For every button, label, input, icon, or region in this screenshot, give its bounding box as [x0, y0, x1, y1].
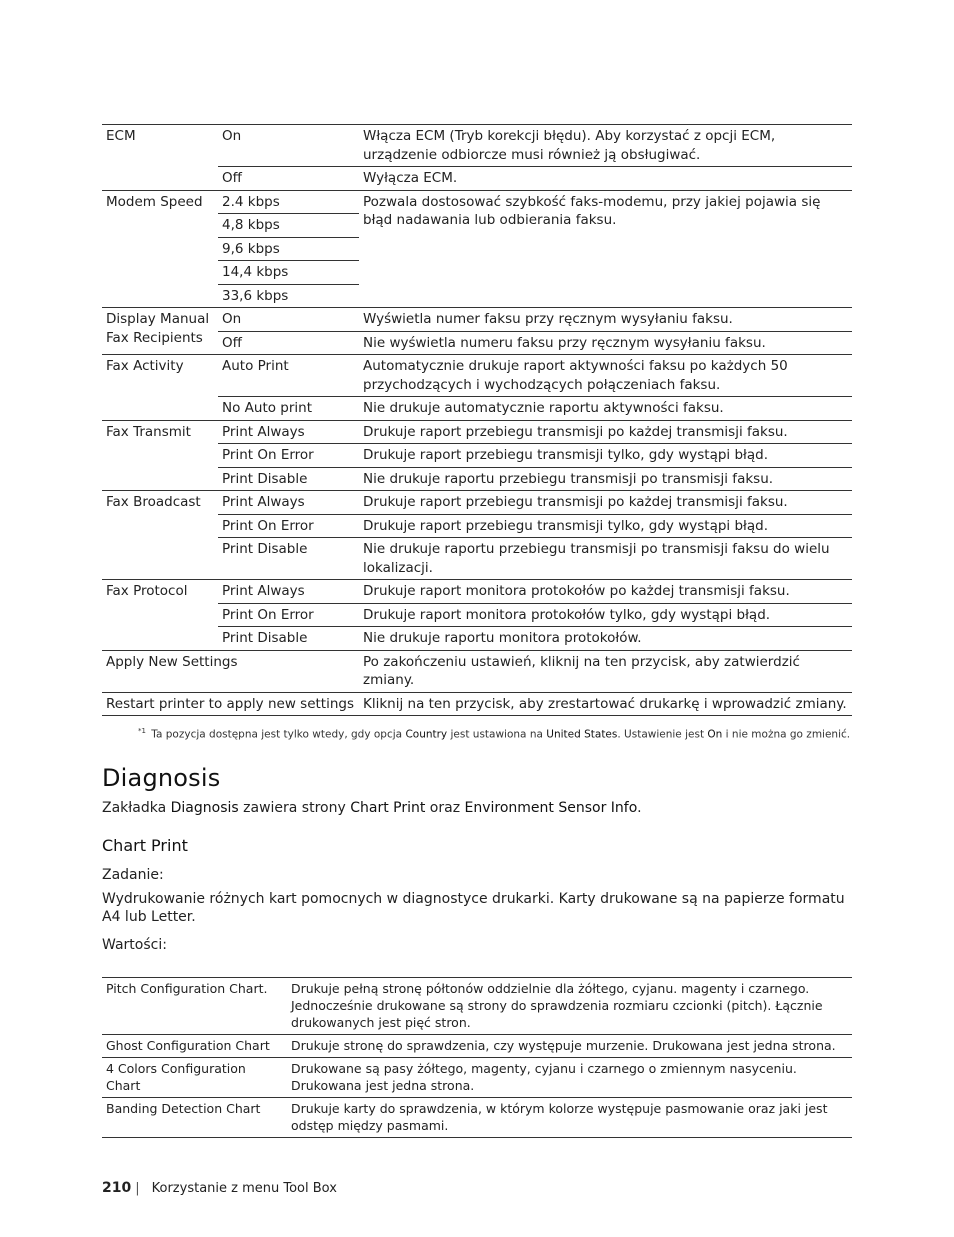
- setting-description: Po zakończeniu ustawień, kliknij na ten przycisk, aby zatwierdzić zmiany.: [359, 650, 852, 692]
- setting-value: Print On Error: [218, 444, 359, 468]
- table-row: [102, 1034, 852, 1057]
- setting-value: Print On Error: [218, 603, 359, 627]
- purpose-label: Zadanie:: [102, 866, 164, 883]
- setting-value: Print Disable: [218, 538, 359, 580]
- table-row: [102, 1097, 852, 1137]
- setting-value: Print Disable: [218, 467, 359, 491]
- setting-value: Print Always: [218, 420, 359, 444]
- intro-text: zawiera strony: [238, 799, 351, 816]
- page-content: [102, 124, 852, 1138]
- setting-description: Nie drukuje raportu monitora protokołów.: [359, 627, 852, 651]
- table-row: [102, 190, 852, 214]
- footnote-text: i nie można go zmienić.: [722, 728, 851, 741]
- setting-value: Print On Error: [218, 514, 359, 538]
- setting-value: 33,6 kbps: [218, 284, 359, 308]
- setting-value: Print Always: [218, 580, 359, 604]
- setting-description: Drukuje raport przebiegu transmisji tylko, gdy wystąpi błąd.: [359, 514, 852, 538]
- setting-description: Wyświetla numer faksu przy ręcznym wysyłaniu faksu.: [359, 308, 852, 332]
- chart-description: Drukuje karty do sprawdzenia, w którym kolorze występuje pasmowanie oraz jaki jest odstęp między pasmami.: [287, 1097, 852, 1137]
- intro-keyword: Chart Print: [350, 799, 426, 816]
- footnote-keyword: United States: [546, 728, 618, 741]
- chart-name: Ghost Configuration Chart: [102, 1034, 287, 1057]
- page-footer: [102, 1180, 337, 1196]
- setting-name: Fax Protocol: [102, 580, 218, 651]
- setting-value: On: [218, 308, 359, 332]
- table-row: [102, 308, 852, 332]
- setting-description: Drukuje raport przebiegu transmisji tylko, gdy wystąpi błąd.: [359, 444, 852, 468]
- setting-description: Drukuje raport monitora protokołów po każdej transmisji faksu.: [359, 580, 852, 604]
- setting-description: Włącza ECM (Tryb korekcji błędu). Aby korzystać z opcji ECM, urządzenie odbiorcze musi również ją obsługiwać.: [359, 125, 852, 167]
- page-number: 210: [102, 1180, 132, 1196]
- chart-description: Drukuje pełną stronę półtonów oddzielnie dla żółtego, cyjanu. magenty i czarnego. Jednocześnie drukowane są strony do sprawdzenia rozmiaru czcionki (pitch). Łącznie drukowanych jest pięć stron.: [287, 977, 852, 1034]
- intro-text: .: [637, 799, 642, 816]
- footnote-keyword: On: [707, 728, 723, 741]
- settings-table: [102, 124, 852, 716]
- setting-description: Drukuje raport przebiegu transmisji po każdej transmisji faksu.: [359, 491, 852, 515]
- section-title: Diagnosis: [102, 763, 221, 792]
- chart-description: Drukuje stronę do sprawdzenia, czy występuje murzenie. Drukowana jest jedna strona.: [287, 1034, 852, 1057]
- table-row: [102, 692, 852, 716]
- setting-description: Drukuje raport monitora protokołów tylko, gdy wystąpi błąd.: [359, 603, 852, 627]
- table-row: [102, 650, 852, 692]
- intro-keyword: Diagnosis: [170, 799, 239, 816]
- setting-name: Display Manual Fax Recipients: [102, 308, 218, 355]
- setting-name: Modem Speed: [102, 190, 218, 308]
- footnote-keyword: Country: [405, 728, 448, 741]
- setting-description: Nie drukuje raportu przebiegu transmisji po transmisji faksu do wielu lokalizacji.: [359, 538, 852, 580]
- intro-keyword: Environment Sensor Info: [464, 799, 638, 816]
- footnote-text: . Ustawienie jest: [617, 728, 708, 741]
- chart-name: Banding Detection Chart: [102, 1097, 287, 1137]
- subsection-title: Chart Print: [102, 835, 188, 855]
- setting-description: Nie drukuje raportu przebiegu transmisji po transmisji faksu.: [359, 467, 852, 491]
- setting-value: No Auto print: [218, 397, 359, 421]
- setting-name: Fax Broadcast: [102, 491, 218, 580]
- setting-name: Restart printer to apply new settings: [102, 692, 359, 716]
- setting-value: On: [218, 125, 359, 167]
- footnote: [138, 724, 852, 742]
- footnote-text: jest ustawiona na: [447, 728, 547, 741]
- setting-description: Automatycznie drukuje raport aktywności faksu po każdych 50 przychodzących i wychodzących połączeniach faksu.: [359, 355, 852, 397]
- setting-description: Wyłącza ECM.: [359, 167, 852, 191]
- chart-description: Drukowane są pasy żółtego, magenty, cyjanu i czarnego o zmiennym nasyceniu. Drukowana jest jedna strona.: [287, 1057, 852, 1097]
- setting-value: Off: [218, 331, 359, 355]
- setting-description: Nie drukuje automatycznie raportu aktywności faksu.: [359, 397, 852, 421]
- setting-name: Fax Transmit: [102, 420, 218, 491]
- chart-name: Pitch Configuration Chart.: [102, 977, 287, 1034]
- table-row: [102, 977, 852, 1034]
- chapter-title: Korzystanie z menu Tool Box: [151, 1181, 337, 1196]
- setting-value: 9,6 kbps: [218, 237, 359, 261]
- setting-value: Off: [218, 167, 359, 191]
- intro-text: Zakładka: [102, 799, 171, 816]
- setting-name: Fax Activity: [102, 355, 218, 421]
- charts-table: [102, 977, 852, 1138]
- setting-value: 4,8 kbps: [218, 214, 359, 238]
- table-row: [102, 580, 852, 604]
- setting-description: Kliknij na ten przycisk, aby zrestartować drukarkę i wprowadzić zmiany.: [359, 692, 852, 716]
- setting-value: 14,4 kbps: [218, 261, 359, 285]
- setting-description: Pozwala dostosować szybkość faks-modemu, przy jakiej pojawia się błąd nadawania lub odbierania faksu.: [359, 190, 852, 308]
- table-row: [102, 1057, 852, 1097]
- table-row: [102, 355, 852, 397]
- setting-value: 2.4 kbps: [218, 190, 359, 214]
- section-intro: [102, 800, 852, 816]
- setting-value: Auto Print: [218, 355, 359, 397]
- table-row: [102, 491, 852, 515]
- setting-description: Drukuje raport przebiegu transmisji po każdej transmisji faksu.: [359, 420, 852, 444]
- values-label: Wartości:: [102, 936, 167, 953]
- table-row: [102, 420, 852, 444]
- intro-text: oraz: [425, 799, 465, 816]
- setting-name: ECM: [102, 125, 218, 191]
- setting-name: Apply New Settings: [102, 650, 359, 692]
- setting-value: Print Always: [218, 491, 359, 515]
- setting-description: Nie wyświetla numeru faksu przy ręcznym wysyłaniu faksu.: [359, 331, 852, 355]
- chart-name: 4 Colors Configuration Chart: [102, 1057, 287, 1097]
- footnote-marker: *1: [138, 727, 146, 735]
- footer-separator: |: [135, 1181, 140, 1196]
- table-row: [102, 125, 852, 167]
- purpose-text: Wydrukowanie różnych kart pomocnych w diagnostyce drukarki. Karty drukowane są na papierze formatu A4 lub Letter.: [102, 890, 845, 925]
- footnote-text: Ta pozycja dostępna jest tylko wtedy, gdy opcja: [147, 728, 406, 741]
- setting-value: Print Disable: [218, 627, 359, 651]
